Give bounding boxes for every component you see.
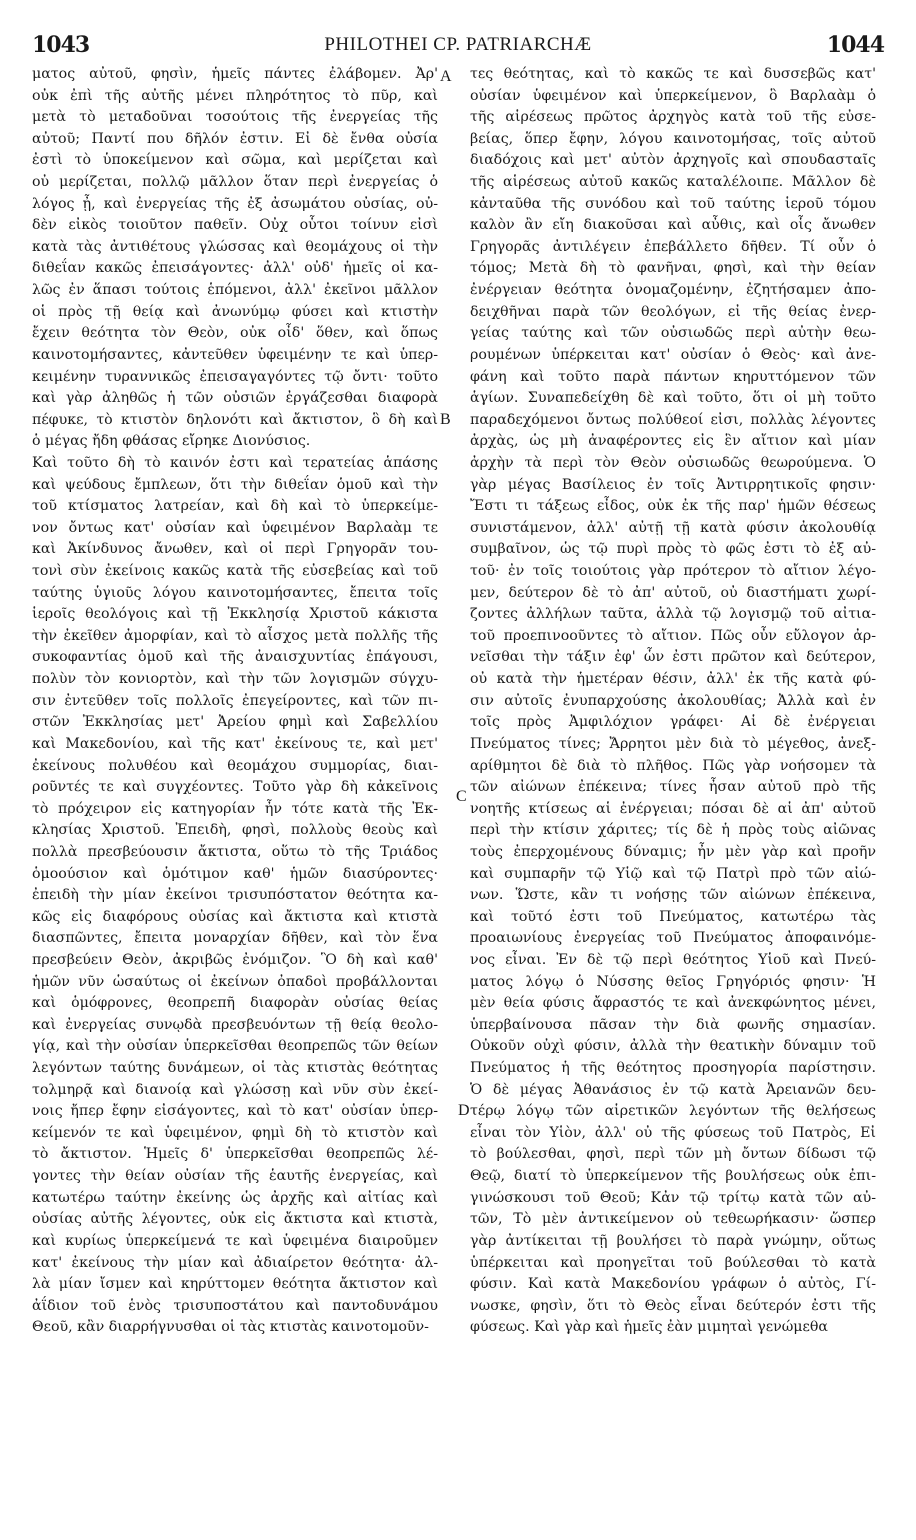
- text-line: ἐστὶ τὸ ὑποκείμενον καὶ σῶμα, καὶ μερίζεται καὶ: [32, 152, 438, 169]
- running-title: PHILOTHEI CP. PATRIARCHÆ: [324, 34, 592, 55]
- text-line: ἐκείνους πολυθέου καὶ θεομάχου συμμορίας, διαι-: [32, 757, 438, 774]
- text-line: δειχθῆναι παρὰ τῶν θεολόγων, εἰ τῆς θείας ἐνερ-: [470, 303, 876, 320]
- text-line: κατωτέρω ταύτην ἐκείνης ὡς ἀρχῆς καὶ αἰτίας καὶ: [32, 1189, 438, 1206]
- text-line: φάνη καὶ τοῦτο παρὰ πάντων κηρυττόμενον τῶν: [470, 368, 876, 385]
- text-line: ματος αὐτοῦ, φησὶν, ἡμεῖς πάντες ἐλάβομεν. Ἀρ': [32, 66, 438, 82]
- text-line: πέφυκε, τὸ κτιστὸν δηλονότι καὶ ἄκτιστον, ὃ δὴ καὶ: [32, 411, 438, 428]
- text-line: τὴν ἐκεῖθεν ἀμορφίαν, καὶ τὸ αἶσχος μετὰ πολλῆς τῆς: [32, 627, 438, 644]
- text-line: λὰ μίαν ἴσμεν καὶ κηρύττομεν θεότητα ἄκτιστον καὶ: [32, 1276, 438, 1293]
- text-line: τοῦ κτίσματος λατρείαν, καὶ δὴ καὶ τὸ ὑπερκείμε-: [32, 498, 438, 515]
- text-line: τὸ ἄκτιστον. Ἡμεῖς δ' ὑπερκεῖσθαι θεοπρεπῶς λέ-: [32, 1146, 438, 1163]
- text-line: νοις ἤπερ ἔφην εἰσάγοντες, καὶ τὸ κατ' οὐσίαν ὑπερ-: [32, 1103, 438, 1120]
- text-line: Πνεύματος ἡ τῆς θεότητος προσηγορία παρίστησιν.: [470, 1060, 876, 1077]
- text-line: νωσκε, φησὶν, ὅτι τὸ Θεὸς εἶναι δεύτερόν ἐστι τῆς: [470, 1297, 876, 1314]
- text-line: τόμος; Μετὰ δὴ τὸ φανῆναι, φησὶ, καὶ τὴν θείαν: [470, 260, 876, 277]
- text-line: ὑπερβαίνουσα πᾶσαν τὴν διὰ φωνῆς σημασίαν.: [470, 1016, 876, 1033]
- text-line: νοητῆς κτίσεως αἱ ἐνέργειαι; πόσαι δὲ αἱ ἀπ' αὐτοῦ: [470, 800, 876, 817]
- text-line: ροῦντές τε καὶ συγχέοντες. Τοῦτο γὰρ δὴ κἀκεῖνοις: [32, 779, 438, 796]
- text-line: οὐκ ἐπὶ τῆς αὐτῆς μένει πληρότητος τὸ πῦρ, καὶ: [32, 87, 438, 104]
- text-line: καὶ τοῦτό ἐστι τοῦ Πνεύματος, κατωτέρω τὰς: [470, 908, 876, 925]
- text-line: ὁ μέγας ἤδη φθάσας εἴρηκε Διονύσιος.: [32, 433, 311, 450]
- text-line: βείας, ὅπερ ἔφην, λόγου καινοτομήσας, τοῖς αὐτοῦ: [470, 130, 876, 147]
- text-line: Πνεύματος τίνες; Ἄρρητοι μὲν διὰ τὸ μέγεθος, ἀνεξ-: [470, 735, 876, 752]
- text-line: τὸ βούλεσθαι, φησὶ, περὶ τῶν μὴ ὄντων δίδωσι τῷ: [470, 1146, 876, 1163]
- text-line: παραδεχόμενοι ὄντως πολύθεοί εἰσι, πολλὰς λέγοντες: [470, 411, 876, 428]
- text-line: τῆς αἱρέσεως πρῶτος ἀρχηγὸς κατὰ τοῦ τῆς εὐσε-: [470, 109, 876, 126]
- text-line: τέρῳ λόγῳ τῶν αἱρετικῶν λεγόντων τῆς θελήσεως: [470, 1103, 876, 1120]
- text-line: ζοντες ἀλλήλων ταῦτα, ἀλλὰ τῷ λογισμῷ τοῦ αἰτια-: [470, 606, 876, 623]
- text-line: ματος λόγῳ ὁ Νύσσης θεῖος Γρηγόριός φησιν· Ἡ: [470, 973, 876, 990]
- text-line: φύσιν. Καὶ κατὰ Μακεδονίου γράφων ὁ αὐτὸς, Γί-: [470, 1276, 876, 1293]
- text-line: ὑπέρκειται καὶ προηγεῖται τοῦ βούλεσθαι τὸ κατὰ: [470, 1254, 876, 1271]
- page-number-right: 1044: [826, 32, 884, 58]
- text-line: καὶ γὰρ ἀληθῶς ἡ τῶν οὐσιῶν ἐργάζεσθαι διαφορὰ: [32, 390, 438, 407]
- text-line: τοῦ προεπινοοῦντες τὸ αἴτιον. Πῶς οὖν εὔλογον ἀρ-: [470, 627, 876, 644]
- text-line: κείμενόν τε καὶ ὑφειμένον, φημὶ δὴ τὸ κτιστὸν καὶ: [32, 1124, 438, 1141]
- text-line: δὲν εἰκὸς τοιοῦτον παθεῖν. Οὐχ οὗτοι τοίνυν εἰσὶ: [32, 217, 438, 234]
- text-line: διθεΐαν κακῶς ἐπεισάγοντες· ἀλλ' οὐδ' ἡμεῖς οἱ κα-: [32, 260, 438, 277]
- page-number-left: 1043: [32, 32, 90, 58]
- text-line: καὶ ἐνεργείας συνῳδὰ πρεσβευόντων τῇ θείᾳ θεολο-: [32, 1016, 438, 1033]
- text-line: τῶν, Τὸ μὲν ἀντικείμενον οὐ τεθεωρήκασιν· ὥσπερ: [470, 1211, 876, 1228]
- text-line: νον ὄντως κατ' οὐσίαν καὶ ὑφειμένον Βαρλαὰμ τε: [32, 519, 438, 536]
- margin-letter-a: A: [440, 68, 452, 85]
- text-line: φύσεως. Καὶ γὰρ καὶ ἡμεῖς ἐὰν μιμηταὶ γενώμεθα: [470, 1319, 828, 1336]
- text-line: λῶς ἐν ἅπασι τούτοις ἑπόμενοι, ἀλλ' ἐκεῖνοι μᾶλλον: [32, 282, 438, 299]
- text-line: οὐ κατὰ τὴν ἡμετέραν θέσιν, ἀλλ' ἐκ τῆς κατὰ φύ-: [470, 671, 876, 688]
- text-line: τῆς αἱρέσεως αὐτοῦ κακῶς καταλέλοιπε. Μᾶλλον δὲ: [470, 174, 876, 191]
- text-line: διασπῶντες, ἔπειτα μοναρχίαν δῆθεν, καὶ τὸν ἕνα: [32, 930, 438, 947]
- text-line: γείας ταύτης καὶ τῶν οὐσιωδῶς περὶ αὐτὴν θεω-: [470, 325, 876, 342]
- text-line: πολλὰ πρεσβεύουσιν ἄκτιστα, οὕτω τὸ τῆς Τριάδος: [32, 843, 438, 860]
- text-line: γινώσκουσι τοῦ Θεοῦ; Κἀν τῷ τρίτῳ κατὰ τῶν αὐ-: [470, 1189, 876, 1206]
- text-line: ἐπειδὴ τὴν μίαν ἐκείνοι τρισυπόστατον θεότητα κα-: [32, 887, 438, 904]
- text-line: προαιωνίους ἐνεργείας τοῦ Πνεύματος ἀποφαινόμε-: [470, 930, 876, 947]
- text-line: οὐσίαν ὑφειμένον καὶ ὑπερκείμενον, ὃ Βαρλαὰμ ὁ: [470, 87, 876, 104]
- margin-letter-c: C: [456, 788, 467, 805]
- text-line: κατὰ τὰς ἀντιθέτους γλώσσας καὶ θεομάχους οἱ τὴν: [32, 238, 438, 255]
- text-line: οὐσίας αὐτῆς λέγοντες, οὐκ εἰς ἄκτιστα καὶ κτιστὰ,: [32, 1211, 438, 1228]
- text-line: κῶς εἰς διαφόρους οὐσίας καὶ ἄκτιστα καὶ κτιστὰ: [32, 908, 438, 925]
- text-line: νος εἶναι. Ἐν δὲ τῷ περὶ θεότητος Υἱοῦ καὶ Πνεύ-: [470, 951, 876, 968]
- text-line: μὲν θεία φύσις ἄφραστός τε καὶ ἀνεκφώνητος μένει,: [470, 995, 876, 1012]
- text-line: καὶ κυρίως ὑπερκείμενά τε καὶ ὑφειμένα διαιροῦμεν: [32, 1232, 438, 1249]
- text-line: διαδόχοις καὶ μετ' αὐτὸν ἀρχηγοῖς καὶ σπουδασταῖς: [470, 152, 876, 169]
- text-line: τολμηρᾷ καὶ διανοίᾳ καὶ γλώσσῃ καὶ νῦν σὺν ἐκεί-: [32, 1081, 438, 1098]
- text-line: Ἔστι τι τάξεως εἶδος, οὐκ ἐκ τῆς παρ' ἡμῶν θέσεως: [470, 498, 876, 515]
- text-line: γίᾳ, καὶ τὴν οὐσίαν ὑπερκεῖσθαι θεοπρεπῶς τῶν θείων: [32, 1038, 438, 1055]
- text-line: συκοφαντίας ὁμοῦ καὶ τῆς ἀναισχυντίας ἐπάγουσι,: [32, 649, 438, 666]
- text-line: κατ' ἐκείνους τὴν μίαν καὶ ἀδιαίρετον θεότητα· ἀλ-: [32, 1254, 438, 1271]
- text-line: κλησίας Χριστοῦ. Ἐπειδὴ, φησὶ, πολλοὺς θεοὺς καὶ: [32, 822, 438, 839]
- text-line: εἶναι τὸν Υἱὸν, ἀλλ' οὐ τῆς φύσεως τοῦ Πατρὸς, Εἰ: [470, 1124, 876, 1141]
- text-line: ἱεροῖς θεολόγοις καὶ τῇ Ἐκκλησίᾳ Χριστοῦ κάκιστα: [32, 606, 438, 623]
- text-line: καὶ ὁμόφρονες, θεοπρεπῆ διαφορὰν οὐσίας θείας: [32, 995, 438, 1012]
- text-line: ἐνέργειαν θεότητα ὀνομαζομένην, ἐζητήσαμεν ἀπο-: [470, 282, 876, 299]
- text-line: κειμένην τυραννικῶς ἐπεισαγαγόντες τῷ ὄντι· τοῦτο: [32, 368, 438, 385]
- text-line: καλὸν ἂν εἴη διακοῦσαι καὶ αὖθις, καὶ οἷς ἄνωθεν: [470, 217, 876, 234]
- text-line: συμβαῖνον, ὡς τῷ πυρὶ πρὸς τὸ φῶς ἐστι τὸ ἐξ αὐ-: [470, 541, 876, 558]
- text-line: Θεῷ, διατί τὸ ὑπερκείμενον τῆς βουλήσεως οὐκ ἐπι-: [470, 1168, 876, 1185]
- running-header: [32, 30, 884, 64]
- text-line: Γρηγορᾶς ἀντιλέγειν ἐπεβάλλετο δῆθεν. Τί οὖν ὁ: [470, 238, 876, 255]
- text-line: ταύτης ὑγιοῦς λόγου καινοτομήσαντες, ἔπειτα τοῖς: [32, 584, 438, 601]
- text-line: γὰρ μέγας Βασίλειος ἐν τοῖς Ἀντιρρητικοῖς φησιν·: [470, 476, 876, 493]
- text-line: καὶ συμπαρῆν τῷ Υἱῷ καὶ τῷ Πατρὶ πρὸ τῶν αἰώ-: [470, 865, 876, 882]
- text-line: συνιστάμενον, ἀλλ' αὐτῇ τῇ κατὰ φύσιν ἀκολουθίᾳ: [470, 519, 876, 536]
- text-line: Οὐκοῦν οὐχὶ φύσιν, ἀλλὰ τὴν θεατικὴν δύναμιν τοῦ: [470, 1038, 876, 1055]
- text-line: νεῖσθαι τὴν τάξιν ἐφ' ὧν ἐστι πρῶτον καὶ δεύτερον,: [470, 649, 876, 666]
- text-line: ὁμοούσιον καὶ ὁμότιμον καθ' ἡμῶν διασύροντες·: [32, 865, 438, 882]
- text-line: σιν ἐντεῦθεν τοῖς πολλοῖς ἐπεγείροντες, καὶ τῶν πι-: [32, 692, 438, 709]
- text-line: τὸ πρόχειρον εἰς κατηγορίαν ἦν τότε κατὰ τῆς Ἐκ-: [32, 800, 438, 817]
- text-line: ἁγίων. Συναπεδείχθη δὲ καὶ τοῦτο, ὅτι οἱ μὴ τοῦτο: [470, 390, 876, 407]
- text-line: πρεσβεύειν Θεὸν, ἀκριβῶς ἐνόμιζον. Ὃ δὴ καὶ καθ': [32, 951, 438, 968]
- text-line: καινοτομήσαντες, κἀντεῦθεν ὑφειμένην τε καὶ ὑπερ-: [32, 346, 438, 363]
- right-column: [470, 64, 876, 1524]
- text-line: ρουμένων ὑπέρκειται κατ' οὐσίαν ὁ Θεὸς· καὶ ἀνε-: [470, 346, 876, 363]
- text-line: στῶν Ἐκκλησίας μετ' Ἀρείου φημὶ καὶ Σαβελλίου: [32, 714, 438, 731]
- text-line: καὶ Μακεδονίου, καὶ τῆς κατ' ἐκείνους τε, καὶ μετ': [32, 735, 438, 752]
- text-line: ἡμῶν νῦν ὡσαύτως οἱ ἐκείνων ὀπαδοὶ προβάλλονται: [32, 973, 438, 990]
- text-line: τοῦ· ἐν τοῖς τοιούτοις γὰρ πρότερον τὸ αἴτιον λέγο-: [470, 563, 876, 580]
- text-line: ἀΐδιον τοῦ ἑνὸς τρισυποστάτου καὶ παντοδυνάμου: [32, 1297, 438, 1314]
- text-line: τονὶ σὺν ἐκείνοις κακῶς κατὰ τῆς εὐσεβείας καὶ τοῦ: [32, 563, 438, 580]
- left-column: [32, 64, 438, 1524]
- text-line: κἀνταῦθα τῆς συνόδου καὶ τοῦ ταύτης ἱεροῦ τόμου: [470, 195, 876, 212]
- text-line: Ὁ δὲ μέγας Ἀθανάσιος ἐν τῷ κατὰ Ἀρειανῶν δευ-: [470, 1081, 876, 1098]
- text-line: οἱ πρὸς τῇ θείᾳ καὶ ἀνωνύμῳ φύσει καὶ κτιστὴν: [32, 303, 438, 320]
- text-line: τοὺς ἐπερχομένους δύναμις; ἦν μὲν γὰρ καὶ προῆν: [470, 843, 876, 860]
- text-line: σιν αὐτοῖς ἐνυπαρχούσης ἀκολουθίας; Ἀλλὰ καὶ ἐν: [470, 692, 876, 709]
- text-line: γὰρ ἀντίκειται τῇ βουλήσει τὸ παρὰ γνώμην, οὕτως: [470, 1232, 876, 1249]
- text-line: λόγος ᾖ, καὶ ἐνεργείας τῆς ἐξ ἀσωμάτου οὐσίας, οὐ-: [32, 195, 438, 212]
- text-line: μετὰ τὸ μεταδοῦναι τοσούτοις τῆς ἐνεργείας τῆς: [32, 109, 438, 126]
- text-line: καὶ Ἀκίνδυνος ἄνωθεν, καὶ οἱ περὶ Γρηγορᾶν του-: [32, 541, 438, 558]
- text-line: μεν, δεύτερον δὲ τὸ ἀπ' αὐτοῦ, οὐ διαστήματι χωρί-: [470, 584, 876, 601]
- text-line: λεγόντων ταύτης δυνάμεων, οἱ τὰς κτιστὰς θεότητας: [32, 1060, 438, 1077]
- text-line: τῶν αἰώνων ἐπέκεινα; τίνες ἦσαν αὐτοῦ πρὸ τῆς: [470, 779, 876, 796]
- text-line: αρίθμητοι δὲ διὰ τὸ πλῆθος. Πῶς γὰρ νοήσομεν τὰ: [470, 757, 876, 774]
- text-line: ἔχειν θεότητα τὸν Θεὸν, οὐκ οἶδ' ὅθεν, καὶ ὅπως: [32, 325, 438, 342]
- text-line: ἀρχὴν τὰ περὶ τὸν Θεὸν οὐσιωδῶς θεωρούμενα. Ὁ: [470, 454, 876, 471]
- text-line: γοντες τὴν θείαν οὐσίαν τῆς ἑαυτῆς ἐνεργείας, καὶ: [32, 1168, 438, 1185]
- text-line: καὶ ψεύδους ἔμπλεων, ὅτι τὴν διθεΐαν ὁμοῦ καὶ τὴν: [32, 476, 438, 493]
- text-line: ἀρχὰς, ὡς μὴ ἀναφέροντες εἰς ἓν αἴτιον καὶ μίαν: [470, 433, 876, 450]
- text-line: οὐ μερίζεται, πολλῷ μᾶλλον ὅταν περὶ ἐνεργείας ὁ: [32, 174, 438, 191]
- text-line: περὶ τὴν κτίσιν χάριτες; τίς δὲ ἡ πρὸς τοὺς αἰῶνας: [470, 822, 876, 839]
- text-line: νων. Ὥστε, κἂν τι νοήσῃς τῶν αἰώνων ἐπέκεινα,: [470, 887, 876, 904]
- text-line: τοῖς πρὸς Ἀμφιλόχιον γράφει· Αἱ δὲ ἐνέργειαι: [470, 714, 876, 731]
- margin-letter-b: B: [440, 411, 451, 428]
- text-line: τες θεότητας, καὶ τὸ κακῶς τε καὶ δυσσεβῶς κατ': [470, 66, 876, 82]
- text-line: αὐτοῦ; Παντί που δῆλόν ἐστιν. Εἰ δὲ ἔνθα οὐσία: [32, 130, 438, 147]
- text-line: Θεοῦ, κἂν διαρρήγνυσθαι οἱ τὰς κτιστὰς καινοτομοῦν-: [32, 1319, 429, 1336]
- text-line: Καὶ τοῦτο δὴ τὸ καινόν ἐστι καὶ τερατείας ἁπάσης: [32, 454, 438, 471]
- margin-letter-d: D: [458, 1102, 470, 1119]
- text-line: πολὺν τὸν κονιορτὸν, καὶ τὴν τῶν λογισμῶν σύγχυ-: [32, 671, 438, 688]
